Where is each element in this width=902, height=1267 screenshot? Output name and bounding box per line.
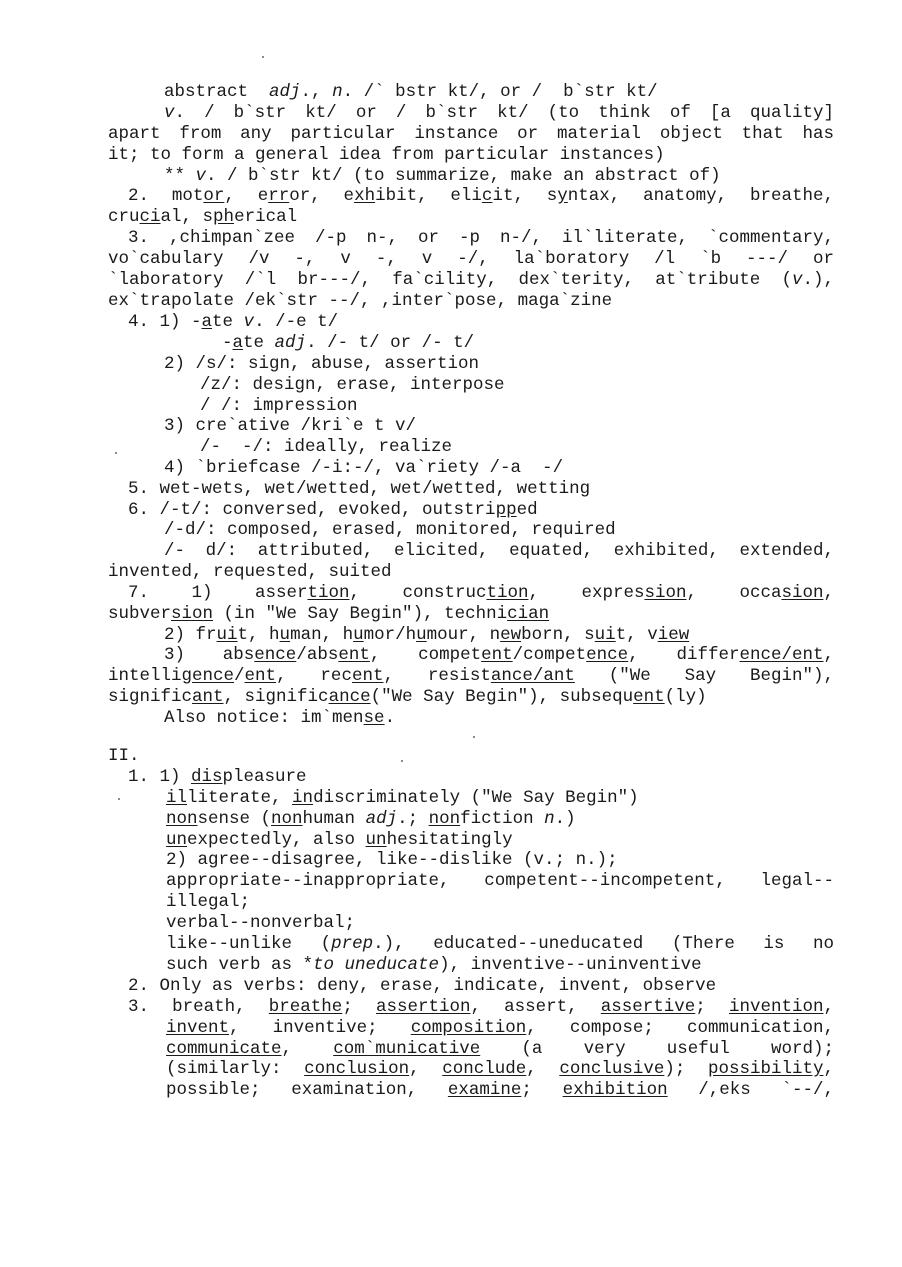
text-line-l03: apart from any particular instance or material object that has — [108, 124, 834, 144]
text-line-l33: 1. 1) displeasure — [128, 767, 307, 787]
text-line-l45: invent, inventive; composition, compose; communication, — [166, 1018, 834, 1038]
text-line-l25: 7. 1) assertion, construction, expression, occasion, — [128, 583, 834, 603]
text-line-l19: 4) `briefcase /-i:-/, va`riety /-a -/ — [164, 458, 564, 478]
text-line-l46: communicate, com`municative (a very useful word); — [166, 1039, 834, 1059]
text-line-l08: 3. ,chimpan`zee /-p n-, or -p n-/, il`literate, `commentary, — [128, 228, 834, 248]
text-line-l24: invented, requested, suited — [108, 562, 392, 582]
text-line-l02: v. / b`str kt/ or / b`str kt/ (to think of [a quality] — [164, 103, 834, 123]
text-line-l35: nonsense (nonhuman adj.; nonfiction n.) — [166, 809, 576, 829]
text-line-l15: /z/: design, erase, interpose — [200, 375, 505, 395]
text-line-l40: verbal--nonverbal; — [166, 913, 356, 933]
text-line-l27: 2) fruit, human, humor/humour, newborn, suit, view — [164, 625, 690, 645]
text-line-l16: / /: impression — [200, 396, 358, 416]
text-line-l29: intelligence/ent, recent, resistance/ant ("We Say Begin"), — [108, 666, 834, 686]
text-line-l13: -ate adj. /- t/ or /- t/ — [222, 333, 475, 353]
scan-speck — [473, 736, 475, 738]
text-line-l14: 2) /s/: sign, abuse, assertion — [164, 354, 480, 374]
text-line-l44: 3. breath, breathe; assertion, assert, assertive; invention, — [128, 997, 834, 1017]
text-line-l34: illiterate, indiscriminately ("We Say Begin") — [166, 788, 639, 808]
text-line-l22: /-d/: composed, erased, monitored, required — [164, 520, 616, 540]
text-line-l23: /- d/: attributed, elicited, equated, exhibited, extended, — [164, 541, 834, 561]
text-line-l11: ex`trapolate /ek`str --/, ,inter`pose, maga`zine — [108, 291, 613, 311]
text-line-l09: vo`cabulary /v -, v -, v -/, la`boratory /l `b ---/ or — [108, 249, 834, 269]
text-line-l48: possible; examination, examine; exhibition /,eks `--/, — [166, 1080, 834, 1100]
text-line-l47: (similarly: conclusion, conclude, conclusive); possibility, — [166, 1059, 834, 1079]
text-line-l32: II. — [108, 746, 140, 766]
text-line-l36: unexpectedly, also unhesitatingly — [166, 830, 513, 850]
text-line-l01: abstract adj., n. /` bstr kt/, or / b`str kt/ — [164, 82, 658, 102]
text-line-l41: like--unlike (prep.), educated--uneducated (There is no — [166, 934, 834, 954]
text-line-l37: 2) agree--disagree, like--dislike (v.; n.); — [166, 850, 618, 870]
text-line-l26: subversion (in "We Say Begin"), technician — [108, 604, 550, 624]
text-line-l42: such verb as *to uneducate), inventive--uninventive — [166, 955, 702, 975]
text-line-l31: Also notice: im`mense. — [164, 708, 396, 728]
text-line-l30: significant, significance("We Say Begin"), subsequent(ly) — [108, 687, 707, 707]
text-line-l04: it; to form a general idea from particular instances) — [108, 145, 665, 165]
text-line-l43: 2. Only as verbs: deny, erase, indicate, invent, observe — [128, 976, 717, 996]
text-line-l39: illegal; — [166, 892, 251, 912]
text-line-l07: crucial, spherical — [108, 207, 298, 227]
scan-speck — [118, 798, 120, 800]
text-line-l12: 4. 1) -ate v. /-e t/ — [128, 312, 339, 332]
text-line-l18: /- -/: ideally, realize — [200, 437, 453, 457]
scan-speck — [262, 56, 264, 58]
text-line-l38: appropriate--inappropriate, competent--incompetent, legal-- — [166, 871, 834, 891]
text-line-l28: 3) absence/absent, competent/competence, difference/ent, — [164, 645, 834, 665]
text-line-l10: `laboratory /`l br---/, fa`cility, dex`terity, at`tribute (v.), — [108, 270, 834, 290]
text-line-l05: ** v. / b`str kt/ (to summarize, make an abstract of) — [164, 166, 721, 186]
text-line-l20: 5. wet-wets, wet/wetted, wet/wetted, wetting — [128, 479, 591, 499]
text-line-l06: 2. motor, error, exhibit, elicit, syntax, anatomy, breathe, — [128, 186, 834, 206]
scan-speck — [115, 452, 117, 454]
text-line-l17: 3) cre`ative /kri`e t v/ — [164, 416, 417, 436]
text-line-l21: 6. /-t/: conversed, evoked, outstripped — [128, 500, 538, 520]
